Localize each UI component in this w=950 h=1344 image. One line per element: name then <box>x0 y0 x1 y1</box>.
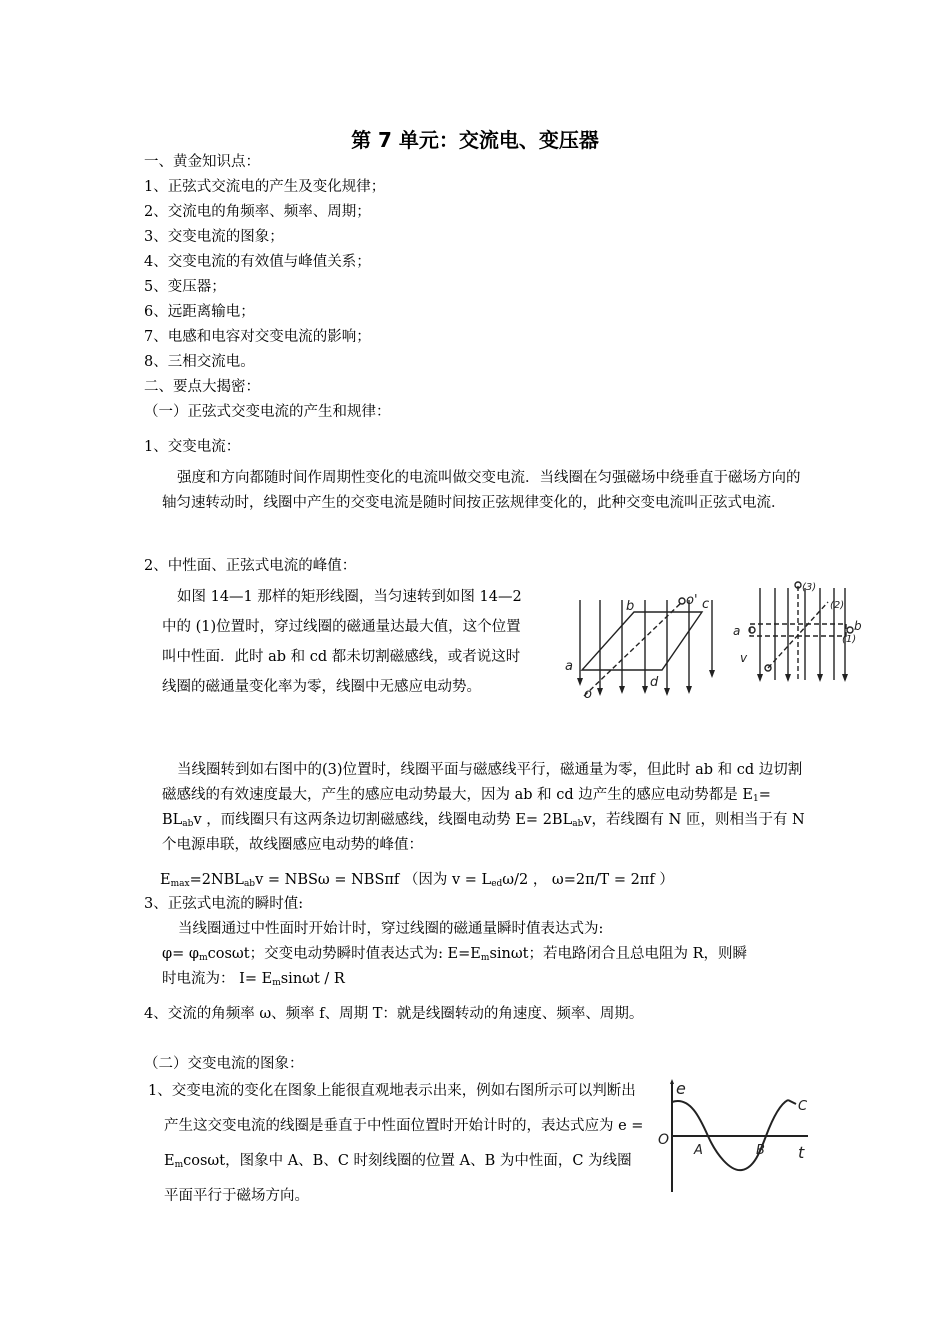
fig1-label-o: o <box>584 687 592 702</box>
paragraph-peak-emf: 当线圈转到如右图中的(3)位置时，线圈平面与磁感线平行，磁通量为零，但此时 ab 和 cd 边切割磁感线的有效速度最大，产生的感应电动势最大，因为 ab 和 cd 边产生的感应电动势都是 $E_1= BL_{ab}v$ ，而线圈只有这两条边切割磁感线，线圈电动势 $E= 2BL_{ab}v$，若线圈有 N 匝，则相当于有 N 个电源串联，故线圈感应电动势的峰值： <box>162 762 805 853</box>
fig2-label-v: v <box>740 651 748 665</box>
graph-label-t: t <box>798 1143 805 1162</box>
knowledge-item: 2、交流电的角频率、频率、周期； <box>144 204 371 220</box>
knowledge-item: 7、电感和电容对交变电流的影响； <box>144 329 371 345</box>
coil-figure-14-2 <box>730 580 865 692</box>
page-title: 第 7 单元：交流电、变压器 <box>351 128 599 152</box>
knowledge-item: 8、三相交流电。 <box>144 354 255 370</box>
point-angular-frequency: 4、交流的角频率 ω、频率 f、周期 T：就是线圈转动的角速度、频率、周期。 <box>144 1006 644 1022</box>
knowledge-item: 6、远距离输电； <box>144 304 255 320</box>
fig2-label-pos3: (3) <box>802 582 817 593</box>
ac-waveform-graph <box>650 1078 815 1196</box>
paragraph-alternating-current: 强度和方向都随时间作周期性变化的电流叫做交变电流．当线圈在匀强磁场中绕垂直于磁场方向的轴匀速转动时，线圈中产生的交变电流是随时间按正弦规律变化的，此种交变电流叫正弦式电流． <box>162 470 801 511</box>
subsection-heading: （一）正弦式交变电流的产生和规律： <box>144 404 391 420</box>
fig2-label-a: a <box>733 624 741 638</box>
paragraph-graph: 1、交变电流的变化在图象上能很直观地表示出来，例如右图所示可以判断出产生这交变电流的线圈是垂直于中性面位置时开始计时的，表达式应为 $e = E_m\cos\omega t$，图象中 A、B、C 时刻线圈的位置 A、B 为中性面，C 为线圈平面平行于磁场方向。 <box>148 1083 644 1204</box>
subsection-heading: （二）交变电流的图象： <box>144 1056 304 1072</box>
point-heading: 2、中性面、正弦式电流的峰值： <box>144 558 357 574</box>
graph-label-B: B <box>756 1143 765 1158</box>
section-heading-knowledge: 一、黄金知识点： <box>144 154 260 170</box>
formula-emax: $E_{max}=2NBL_{ab}v = NBS\omega = NBS\pi f$ （因为 $v = L_{ed}\omega/2$ ， ω=2π/T = 2πf ） <box>160 872 674 889</box>
fig1-label-d: d <box>650 675 659 690</box>
knowledge-item: 4、交变电流的有效值与峰值关系； <box>144 254 371 270</box>
instantaneous-line-2: $\varphi= \varphi_m\cos\omega t$；交变电动势瞬时值表达式为: $E=E_m\sin\omega t$；若电路闭合且总电阻为 R，则瞬 <box>162 946 748 963</box>
graph-label-A: A <box>694 1143 703 1158</box>
section-heading-keypoints: 二、要点大揭密： <box>144 379 260 395</box>
coil-figure-14-1 <box>562 590 727 702</box>
instantaneous-line-1: 当线圈通过中性面时开始计时，穿过线圈的磁通量瞬时值表达式为: <box>178 921 604 937</box>
fig2-label-pos1: (1) <box>842 634 857 645</box>
instantaneous-line-3: 时电流为： $I= E_m\sin\omega t / R$ <box>162 971 345 988</box>
fig1-label-a: a <box>565 659 573 674</box>
graph-label-origin: O <box>658 1132 670 1148</box>
paragraph-neutral-plane: 如图 14—1 那样的矩形线圈，当匀速转到如图 14—2 中的 (1)位置时，穿过线圈的磁通量达最大值，这个位置叫中性面．此时 ab 和 cd 都未切割磁感线，或者说这时线圈的磁通量变化率为零，线圈中无感应电动势。 <box>162 589 522 695</box>
knowledge-item: 5、变压器； <box>144 279 226 295</box>
fig1-label-b: b <box>626 599 635 614</box>
graph-label-e: e <box>676 1079 686 1098</box>
point-heading: 3、正弦式电流的瞬时值: <box>144 896 304 912</box>
fig1-label-o-prime: o' <box>686 593 698 608</box>
fig2-label-b: b <box>854 619 862 633</box>
fig2-label-pos2: (2) <box>830 600 845 611</box>
graph-label-C: C <box>798 1099 808 1114</box>
knowledge-item: 3、交变电流的图象； <box>144 229 284 245</box>
fig1-label-c: c <box>702 597 710 612</box>
point-heading: 1、交变电流： <box>144 439 241 455</box>
knowledge-item: 1、正弦式交流电的产生及变化规律； <box>144 179 386 195</box>
